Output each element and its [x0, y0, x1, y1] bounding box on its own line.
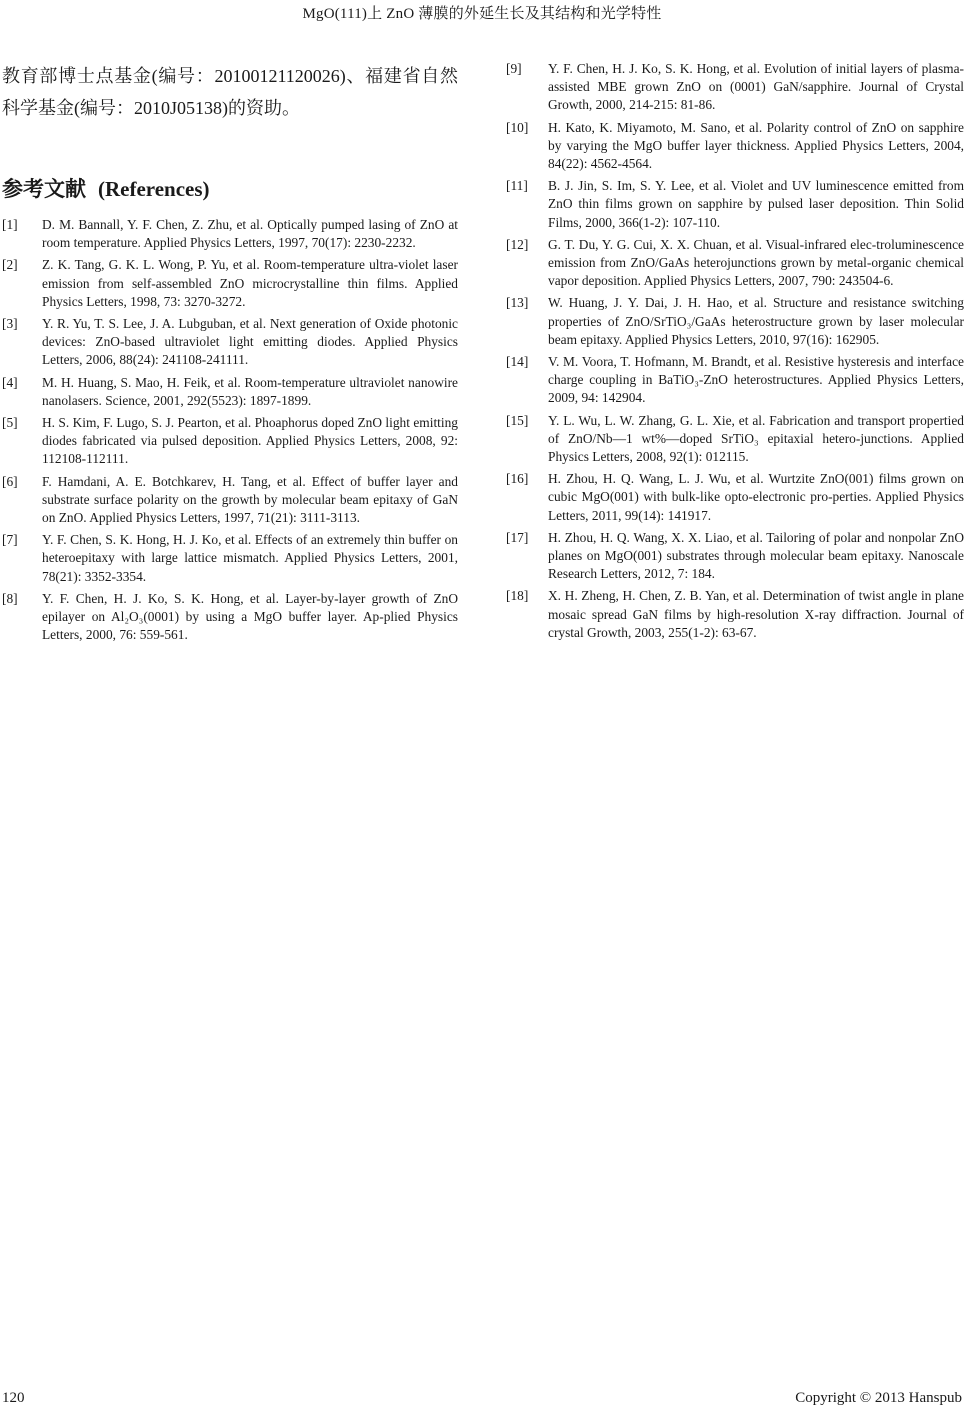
reference-text: H. Zhou, H. Q. Wang, X. X. Liao, et al. Tailoring of polar and nonpolar ZnO planes on MgO(001) substrates through molecular beam epitaxy. Nanoscale Research Letters, 2012, 7: 184.	[548, 529, 964, 582]
reference-item	[506, 294, 964, 349]
reference-item	[2, 216, 458, 252]
right-column	[506, 60, 964, 646]
acknowledgement-text: 教育部博士点基金(编号：20100121120026)、福建省自然科学基金(编号：2010J05138)的资助。	[2, 66, 458, 118]
copyright-notice: Copyright © 2013 Hanspub	[795, 1390, 962, 1406]
reference-text: Y. L. Wu, L. W. Zhang, G. L. Xie, et al. Fabrication and transport propertied of ZnO/Nb—1 wt%—doped SrTiO₃ epitaxial hetero-junctions. Applied Physics Letters, 2008, 92(1): 012115.	[548, 412, 964, 465]
reference-item	[2, 473, 458, 528]
reference-text: D. M. Bannall, Y. F. Chen, Z. Zhu, et al. Optically pumped lasing of ZnO at room temperature. Applied Physics Letters, 1997, 70(17): 2230-2232.	[42, 217, 458, 251]
reference-number: [4]	[2, 374, 18, 390]
running-title: MgO(111)上 ZnO 薄膜的外延生长及其结构和光学特性	[302, 6, 662, 22]
reference-text: H. S. Kim, F. Lugo, S. J. Pearton, et al. Phoaphorus doped ZnO light emitting diodes fabricated via pulsed deposition. Applied Physics Letters, 2008, 92: 112108-112111.	[42, 415, 458, 467]
reference-text: M. H. Huang, S. Mao, H. Feik, et al. Room-temperature ultraviolet nanowire nanolasers. Science, 2001, 292(5523): 1897-1899.	[42, 374, 458, 408]
reference-number: [16]	[506, 471, 529, 487]
reference-text: F. Hamdani, A. E. Botchkarev, H. Tang, et al. Effect of buffer layer and substrate surface polarity on the growth by molecular beam epitaxy of GaN on ZnO. Applied Physics Letters, 1997, 71(21): 3111-3113.	[42, 473, 458, 526]
reference-text: V. M. Voora, T. Hofmann, M. Brandt, et al. Resistive hysteresis and interface charge coupling in BaTiO₃-ZnO heterostructures. Applied Physics Letters, 2009, 94: 142904.	[548, 354, 964, 406]
reference-item	[506, 470, 964, 525]
reference-number: [17]	[506, 529, 529, 545]
page-number: 120	[2, 1390, 25, 1406]
reference-item	[2, 414, 458, 469]
reference-text: H. Kato, K. Miyamoto, M. Sano, et al. Polarity control of ZnO on sapphire by varying the MgO buffer layer thickness. Applied Physics Letters, 2004, 84(22): 4562-4564.	[548, 119, 964, 172]
reference-text: H. Zhou, H. Q. Wang, L. J. Wu, et al. Wurtzite ZnO(001) films grown on cubic MgO(001) with bulk-like opto-electronic pro-perties. Applied Physics Letters, 2011, 99(14): 141917.	[548, 471, 964, 523]
reference-item	[2, 531, 458, 586]
reference-number: [9]	[506, 61, 522, 76]
references-heading-en: (References)	[98, 177, 210, 201]
reference-text: X. H. Zheng, H. Chen, Z. B. Yan, et al. Determination of twist angle in plane mosaic spread GaN films by high-resolution X-ray diffraction. Journal of crystal Growth, 2003, 255(1-2): 63-67.	[548, 588, 964, 640]
references-heading-cn: 参考文献	[2, 177, 86, 201]
reference-item	[506, 236, 964, 291]
reference-item	[506, 529, 964, 584]
reference-item	[2, 590, 458, 645]
reference-text: B. J. Jin, S. Im, S. Y. Lee, et al. Violet and UV luminescence emitted from ZnO thin films grown on sapphire by pulsed laser deposition. Thin Solid Films, 2000, 366(1-2): 107-110.	[548, 178, 964, 230]
reference-number: [1]	[2, 217, 18, 232]
reference-item	[506, 119, 964, 174]
reference-number: [2]	[2, 257, 18, 273]
reference-item	[2, 374, 458, 410]
reference-text: Y. F. Chen, H. J. Ko, S. K. Hong, et al. Evolution of initial layers of plasma-assisted MBE grown ZnO on (0001) GaN/sapphire. Journal of Crystal Growth, 2000, 214-215: 81-86.	[548, 61, 964, 113]
reference-item	[2, 256, 458, 311]
references-heading	[2, 176, 458, 202]
reference-text: Y. R. Yu, T. S. Lee, J. A. Lubguban, et al. Next generation of Oxide photonic devices: ZnO-based ultraviolet light emitting diodes. Applied Physics Letters, 2006, 88(24): 241108-241111.	[42, 316, 458, 368]
reference-number: [10]	[506, 119, 529, 135]
reference-number: [14]	[506, 354, 529, 370]
reference-item	[2, 315, 458, 370]
left-column	[2, 60, 458, 648]
reference-item	[506, 587, 964, 642]
reference-number: [5]	[2, 415, 18, 431]
reference-text: G. T. Du, Y. G. Cui, X. X. Chuan, et al. Visual-infrared elec-troluminescence emission from ZnO/GaAs heterojunctions grown by metal-organic chemical vapor deposition. Applied Physics Letters, 2007, 790: 243504-6.	[548, 236, 964, 289]
reference-number: [7]	[2, 532, 18, 548]
reference-number: [18]	[506, 588, 529, 604]
reference-item	[506, 412, 964, 467]
reference-number: [3]	[2, 316, 18, 332]
reference-item	[506, 353, 964, 408]
reference-text: Z. K. Tang, G. K. L. Wong, P. Yu, et al. Room-temperature ultra-violet laser emission from self-assembled ZnO microcrystalline thin films. Applied Physics Letters, 1998, 73: 3270-3272.	[42, 257, 458, 309]
reference-number: [11]	[506, 178, 528, 194]
reference-text: Y. F. Chen, S. K. Hong, H. J. Ko, et al. Effects of an extremely thin buffer on heteroepitaxy with large lattice mismatch. Applied Physics Letters, 2001, 78(21): 3352-3354.	[42, 532, 458, 584]
reference-text: W. Huang, J. Y. Dai, J. H. Hao, et al. Structure and resistance switching properties of ZnO/SrTiO₃/GaAs heterostructure grown by laser molecular beam epitaxy. Applied Physics Letters, 2010, 97(16): 162905.	[548, 295, 964, 347]
reference-number: [12]	[506, 236, 529, 252]
reference-number: [8]	[2, 590, 18, 606]
reference-item	[506, 177, 964, 232]
reference-number: [13]	[506, 295, 529, 311]
reference-number: [6]	[2, 473, 18, 489]
reference-text: Y. F. Chen, H. J. Ko, S. K. Hong, et al. Layer-by-layer growth of ZnO epilayer on Al₂O₃(0001) by using a MgO buffer layer. Ap-plied Physics Letters, 2000, 76: 559-561.	[42, 590, 458, 643]
reference-number: [15]	[506, 412, 529, 428]
reference-item	[506, 60, 964, 115]
